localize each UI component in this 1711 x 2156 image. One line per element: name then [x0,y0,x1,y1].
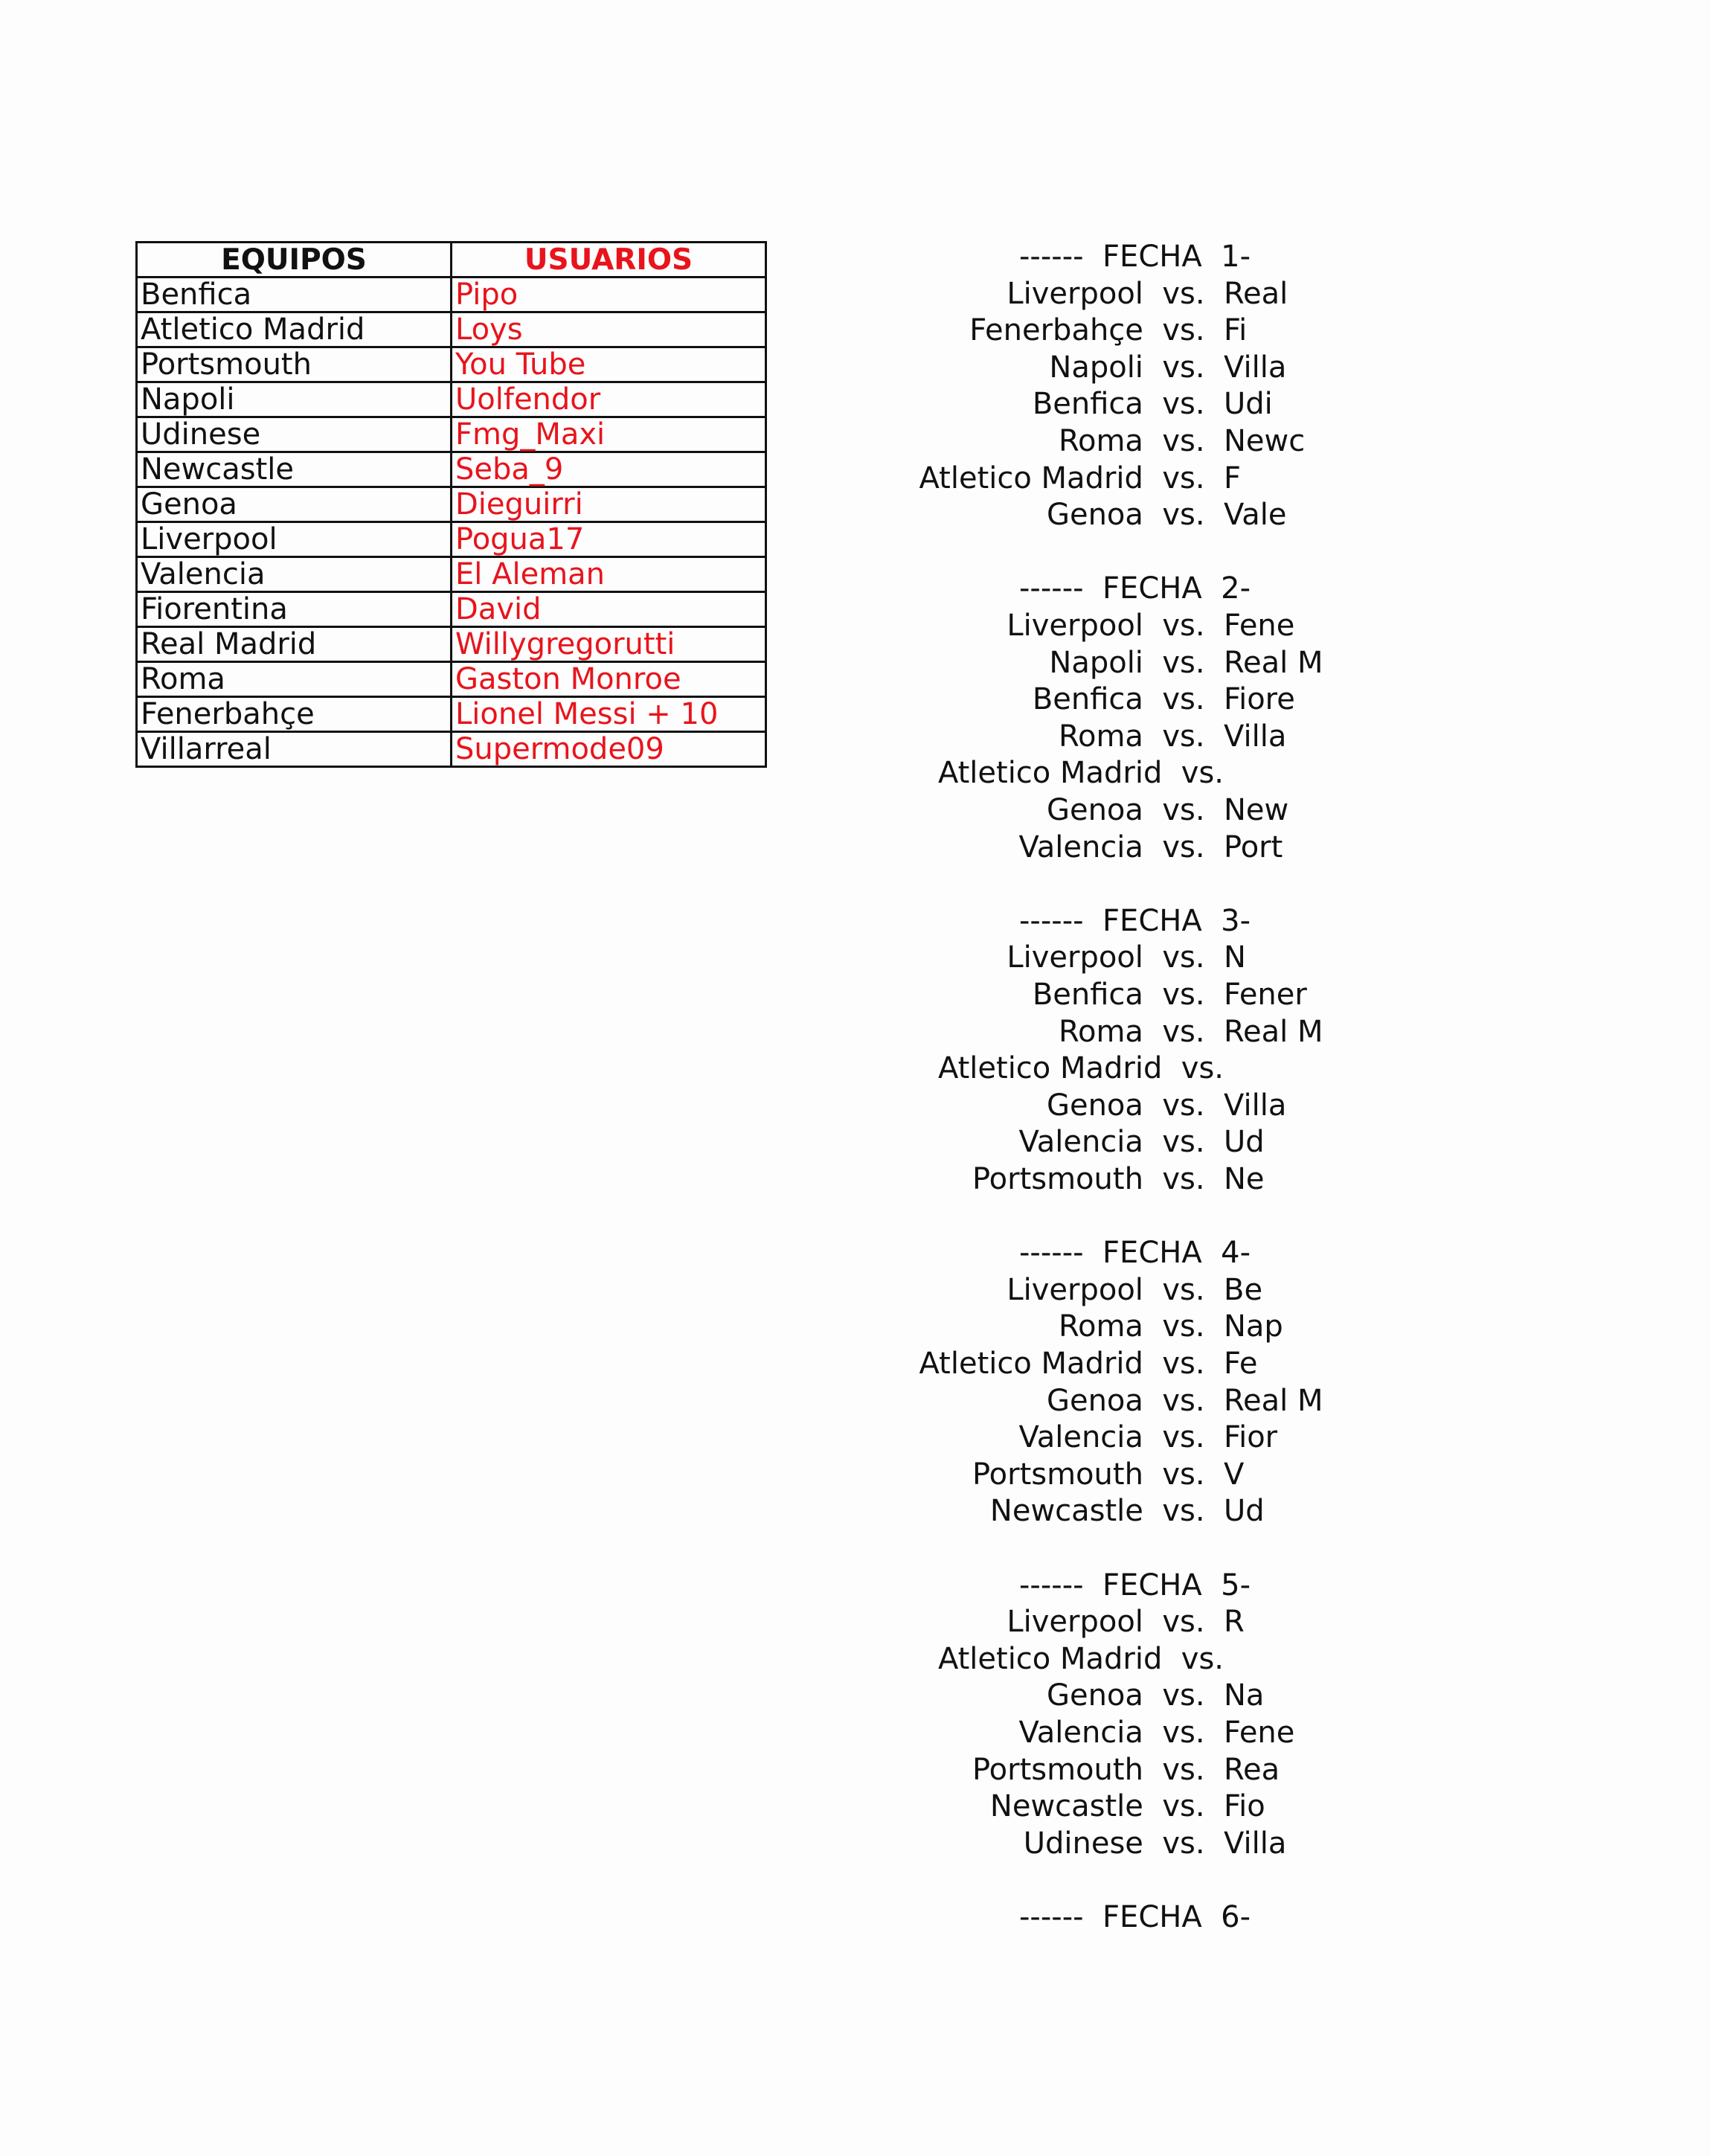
match-line [818,350,1711,388]
team-cell: Udinese [137,417,452,452]
away-team: Villa [1224,1826,1287,1861]
match-line [818,1494,1711,1531]
user-cell: Dieguirri [452,487,766,522]
match-line [818,1384,1711,1421]
away-team: Fiore [1224,682,1295,717]
team-cell: Benfica [137,277,452,312]
team-cell: Liverpool [137,522,452,557]
home-team: Napoli vs. [1049,350,1224,385]
away-team: Na [1224,1678,1265,1713]
home-team: Roma vs. [1058,424,1224,458]
user-cell: Loys [452,312,766,347]
user-cell: You Tube [452,347,766,382]
table-row [137,522,766,557]
home-team: Portsmouth vs. [972,1457,1224,1492]
round-title: ------ FECHA 2- [1019,571,1251,606]
away-team: R [1224,1605,1245,1640]
match-line [818,1678,1711,1716]
home-team: Genoa vs. [1046,498,1224,533]
away-team: Villa [1224,350,1287,385]
match-line [818,277,1711,314]
home-team: Liverpool vs. [1007,609,1224,643]
user-cell: Willygregorutti [452,627,766,662]
away-team: Nap [1224,1309,1283,1344]
match-line [818,1826,1711,1864]
user-cell: David [452,592,766,627]
away-team: Ud [1224,1125,1265,1160]
match-line [818,1420,1711,1457]
away-team: Ud [1224,1494,1265,1529]
user-cell: El Aleman [452,557,766,592]
team-cell: Genoa [137,487,452,522]
home-team: Valencia vs. [1018,1420,1224,1455]
away-team: Udi [1224,387,1273,422]
table-row [137,347,766,382]
fixture-round-header [818,904,1711,941]
away-team: Fio [1224,1789,1265,1824]
user-cell: Uolfendor [452,382,766,417]
user-cell: Pipo [452,277,766,312]
home-team: Portsmouth vs. [972,1162,1224,1196]
home-team: Benfica vs. [1032,682,1224,717]
away-team: New [1224,793,1289,827]
table-row [137,557,766,592]
user-cell: Lionel Messi + 10 [452,697,766,732]
home-team: Genoa vs. [1046,1383,1224,1418]
team-cell: Villarreal [137,732,452,767]
away-team: Vale [1224,498,1287,533]
home-team: Liverpool vs. [1007,276,1224,311]
home-team: Genoa vs. [1046,1088,1224,1123]
match-line [818,1347,1711,1384]
fixture-round-header [818,1568,1711,1605]
user-cell: Supermode09 [452,732,766,767]
match-line [818,1273,1711,1310]
match-line [818,719,1711,757]
user-cell: Pogua17 [452,522,766,557]
team-cell: Real Madrid [137,627,452,662]
table-row [137,592,766,627]
match-line [818,1125,1711,1162]
table-row [137,487,766,522]
table-row [137,312,766,347]
round-title: ------ FECHA 6- [1019,1900,1251,1934]
home-team: Valencia vs. [1018,830,1224,864]
away-team: Be [1224,1272,1263,1307]
home-team: Fenerbahçe vs. [969,313,1224,348]
away-team: Fene [1224,1716,1295,1750]
match-line [818,1088,1711,1126]
table-row [137,697,766,732]
fixture-round-header [818,240,1711,277]
header-users: USUARIOS [452,243,766,277]
match-line [818,1457,1711,1495]
match-line [818,1789,1711,1826]
away-team: Real [1224,276,1288,311]
home-team: Atletico Madrid vs. [919,1347,1224,1381]
match-line [818,682,1711,719]
match-line [818,1753,1711,1790]
team-cell: Fenerbahçe [137,697,452,732]
match-line [818,793,1711,830]
round-title: ------ FECHA 1- [1019,240,1251,274]
table-header-row [137,243,766,277]
match-line [818,756,1711,793]
match-line [818,313,1711,350]
home-team: Genoa vs. [1046,1678,1224,1713]
table-row [137,627,766,662]
away-team: Fior [1224,1420,1278,1455]
home-team: Genoa vs. [1046,793,1224,827]
home-team: Atletico Madrid vs. [937,756,1224,791]
table-row [137,732,766,767]
round-title: ------ FECHA 3- [1019,903,1251,938]
table-row [137,417,766,452]
team-cell: Portsmouth [137,347,452,382]
home-team: Valencia vs. [1018,1125,1224,1160]
away-team: Newc [1224,424,1306,458]
team-cell: Fiorentina [137,592,452,627]
home-team: Benfica vs. [1032,387,1224,422]
away-team: Villa [1224,1088,1287,1123]
match-line [818,830,1711,867]
match-line [818,609,1711,646]
home-team: Atletico Madrid vs. [937,1641,1224,1676]
team-cell: Newcastle [137,452,452,487]
home-team: Benfica vs. [1032,978,1224,1012]
home-team: Valencia vs. [1018,1716,1224,1750]
home-team: Napoli vs. [1049,645,1224,680]
away-team: Villa [1224,719,1287,754]
table-row [137,662,766,697]
match-line [818,978,1711,1015]
away-team: F [1224,461,1242,495]
team-cell: Atletico Madrid [137,312,452,347]
home-team: Liverpool vs. [1007,940,1224,975]
away-team: Real M [1224,1383,1323,1418]
fixture-round-header [818,1236,1711,1273]
home-team: Roma vs. [1058,1309,1224,1344]
team-cell: Roma [137,662,452,697]
round-title: ------ FECHA 4- [1019,1236,1251,1271]
away-team: Fene [1224,609,1295,643]
match-line [818,498,1711,535]
fixture-round-header [818,1900,1711,1937]
teams-users-table [135,241,767,768]
fixtures-column [818,240,1323,1951]
match-line [818,1605,1711,1642]
table-row [137,277,766,312]
fixture-round-header [818,571,1711,609]
home-team: Udinese vs. [1023,1826,1224,1861]
user-cell: Seba_9 [452,452,766,487]
match-line [818,1309,1711,1347]
user-cell: Gaston Monroe [452,662,766,697]
home-team: Roma vs. [1058,1014,1224,1049]
away-team: Rea [1224,1752,1280,1787]
home-team: Atletico Madrid vs. [937,1051,1224,1086]
user-cell: Fmg_Maxi [452,417,766,452]
home-team: Newcastle vs. [989,1789,1224,1824]
home-team: Atletico Madrid vs. [919,461,1224,495]
home-team: Roma vs. [1058,719,1224,754]
away-team: Real M [1224,1014,1323,1049]
away-team: Fe [1224,1347,1258,1381]
team-cell: Napoli [137,382,452,417]
header-teams: EQUIPOS [137,243,452,277]
home-team: Liverpool vs. [1007,1272,1224,1307]
away-team: Fener [1224,978,1307,1012]
match-line [818,424,1711,461]
team-cell: Valencia [137,557,452,592]
match-line [818,1015,1711,1052]
match-line [818,1642,1711,1679]
match-line [818,646,1711,683]
match-line [818,1162,1711,1199]
match-line [818,1716,1711,1753]
away-team: V [1224,1457,1245,1492]
away-team: Fi [1224,313,1248,348]
away-team: Ne [1224,1162,1265,1196]
away-team: N [1224,940,1246,975]
away-team: Port [1224,830,1283,864]
home-team: Portsmouth vs. [972,1752,1224,1787]
match-line [818,387,1711,424]
match-line [818,940,1711,978]
home-team: Newcastle vs. [989,1494,1224,1529]
away-team: Real M [1224,645,1323,680]
table-row [137,452,766,487]
match-line [818,1051,1711,1088]
table-body [137,277,766,767]
round-title: ------ FECHA 5- [1019,1568,1251,1602]
home-team: Liverpool vs. [1007,1605,1224,1640]
table-row [137,382,766,417]
match-line [818,461,1711,498]
